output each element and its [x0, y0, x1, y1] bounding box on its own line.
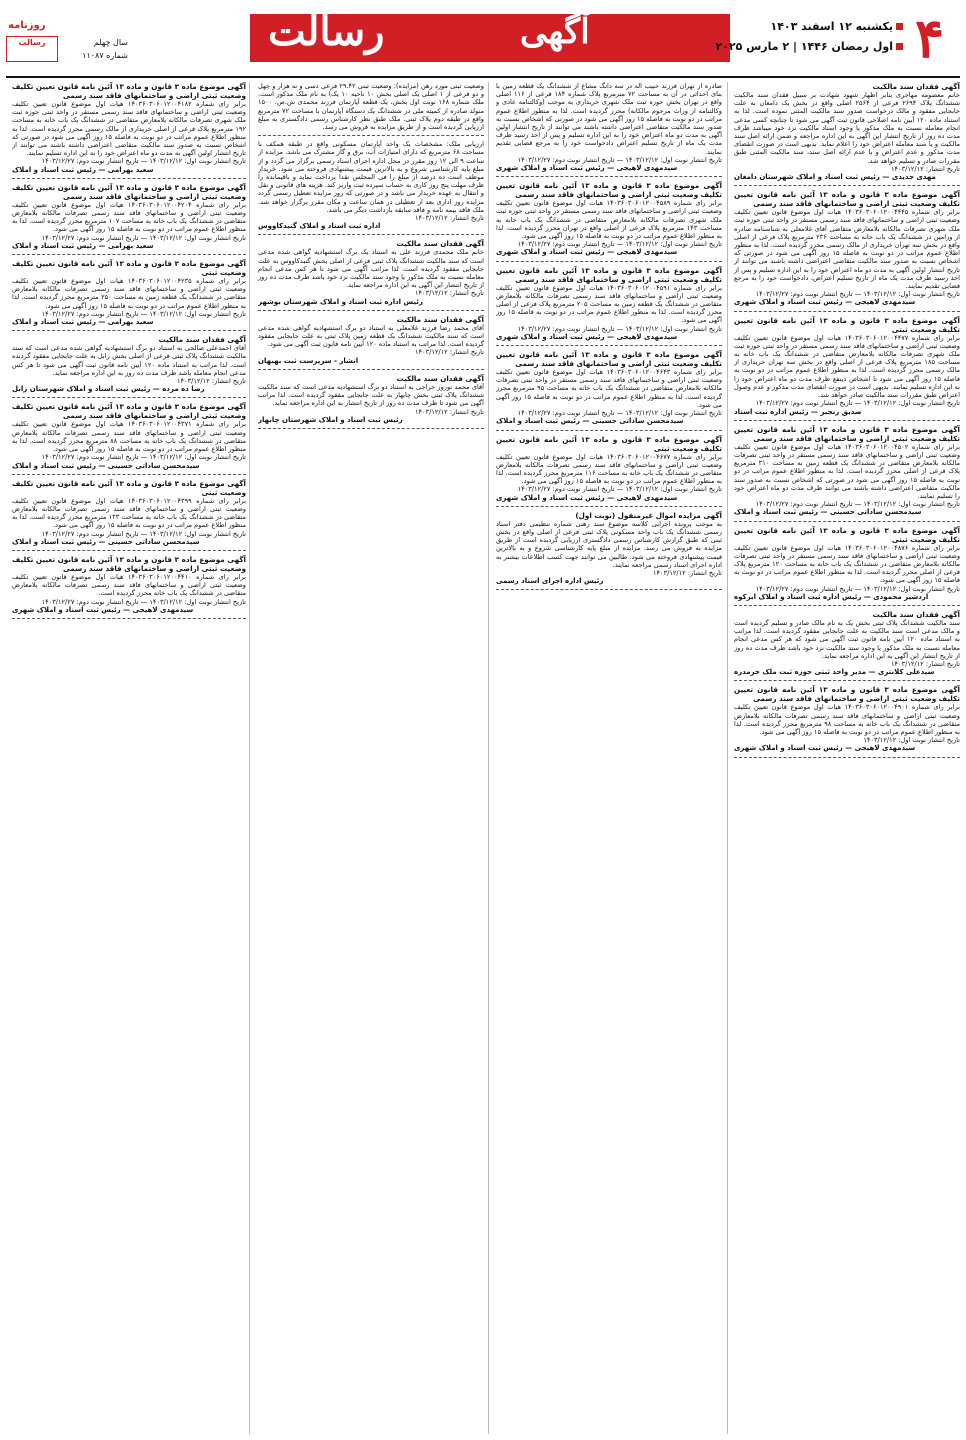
- notice-divider: [496, 506, 722, 507]
- notice-body: برابر رای شماره ۱۴۰۳۶۰۳۰۶۰۱۲۰۰۴۴۷۷ هیات اول موضوع قانون تعیین تکلیف وضعیت ثبتی اراضی و ساختمانهای فاقد سند رسمی مستقر در واحد ثبتی حوزه ثبت ملک شهری تصرفات مالکانه بلامعارض متقاضی در ششدانگ یک باب خانه به مساحت ۱۸۵ مترمربع پلاک فرعی از اصلی واقع در بخش سه تهران خریداری از مالک رسمی محرز گردیده است. لذا به منظور اطلاع عموم مراتب در دو نوبت به فاصله ۱۵ روز آگهی می شود تا اشخاص ذینفع ظرف مدت دو ماه اعتراض خود را به این اداره تسلیم نمایند. بدیهی است در صورت انقضای مدت مذکور و عدم وصول اعتراض طبق مقررات سند مالکیت صادر خواهد شد.: [734, 333, 960, 400]
- bullet-icon: [896, 43, 903, 50]
- legal-notice: [12, 82, 246, 179]
- legal-notice: [258, 82, 484, 136]
- notice-body: خانم ملک محمدی فرزند علی به استناد یک برگ استشهادیه گواهی شده مدعی است که سند مالکیت ششدانگ پلاک ثبتی فرعی از اصلی بخش گنبدکاووس به علت جابجایی مفقود گردیده است. لذا مراتب آگهی می شود تا هر کس مدعی انجام معامله نسبت به ملک مذکور یا وجود سند مالکیت نزد خود باشد ظرف مدت ده روز از تاریخ انتشار این آگهی به این اداره مراجعه نماید.: [258, 248, 484, 290]
- notice-divider: [734, 185, 960, 186]
- notice-body: برابر رای شماره ۱۴۰۳۶۰۳۰۶۰۱۲۰۰۴۶۷۷ هیات اول موضوع قانون تعیین تکلیف وضعیت ثبتی اراضی و ساختمانهای فاقد سند رسمی تصرفات مالکانه بلامعارض متقاضی در ششدانگ یک باب خانه به مساحت ۱۱۶ مترمربع محرز گردیده است. لذا به منظور اطلاع عموم مراتب در دو نوبت به فاصله ۱۵ روز آگهی می شود.: [496, 452, 722, 486]
- notice-date: تاریخ انتشار: ۱۴۰۳/۱۲/۱۲: [890, 659, 960, 668]
- newspaper-logo: رسالت: [6, 36, 58, 62]
- notice-signature: سعید بهرامی — رئیس ثبت اسناد و املاک: [12, 165, 154, 174]
- notice-date: تاریخ انتشار: ۱۴۰۳/۱۲/۱۲: [176, 377, 246, 386]
- notice-signature: سعید بهرامی — رئیس ثبت اسناد و املاک: [12, 318, 154, 327]
- legal-notice: [496, 511, 722, 591]
- notice-signature: مهدی جدیدی — رئیس ثبت اسناد و املاک شهرستان دامغان: [734, 173, 936, 182]
- notice-date: تاریخ انتشار نوبت اول: ۱۴۰۳/۱۲/۱۲ — تاریخ انتشار نوبت دوم: ۱۴۰۳/۱۲/۲۷: [41, 529, 246, 538]
- legal-notice: [12, 402, 246, 474]
- notice-title: آگهی موضوع ماده ۳ قانون و ماده ۱۳ آئین نامه قانون تعیین تکلیف وضعیت ثبتی اراضی و ساختمانهای فاقد سند رسمی: [734, 685, 960, 704]
- notice-title: آگهی موضوع ماده ۳ قانون و ماده ۱۳ آئین نامه قانون تعیین تکلیف وضعیت ثبتی: [12, 478, 246, 497]
- column-2: [496, 82, 722, 1434]
- columns-area: [6, 82, 960, 1434]
- notice-signature: رضا ده مرده — رئیس ثبت اسناد و املاک شهرستان زابل: [12, 385, 205, 394]
- column-4: [12, 82, 246, 1434]
- notice-date: تاریخ انتشار نوبت اول: ۱۴۰۳/۱۲/۱۲ — تاریخ انتشار نوبت دوم: ۱۴۰۳/۱۲/۲۷: [41, 157, 246, 166]
- notice-title: آگهی موضوع ماده ۳ قانون و ماده ۱۳ آئین نامه قانون تعیین تکلیف وضعیت ثبتی اراضی و ساختمانهای فاقد سند رسمی: [12, 554, 246, 573]
- notice-divider: [12, 550, 246, 551]
- notice-signature: سعید بهرامی — رئیس ثبت اسناد و املاک: [12, 241, 154, 250]
- notice-signature: سیدعلی کلانتری — مدیر واحد ثبتی حوزه ثبت ملک خرمدره: [734, 668, 935, 677]
- notice-date: تاریخ انتشار: ۱۴۰۳/۱۲/۱۲: [414, 348, 484, 357]
- page-number: ۴: [915, 6, 945, 70]
- legal-notice: [734, 190, 960, 311]
- notice-date: تاریخ انتشار: ۱۴۰۳/۱۲/۱۲: [414, 214, 484, 223]
- notice-divider: [496, 261, 722, 262]
- notice-signature: سیدمهدی لاهیجی — رئیس ثبت اسناد و املاک شهری: [496, 248, 678, 257]
- notice-body: خانم معصومه مهاجری بنابر اظهار شهود شهادت بر سبیل فقدان سند مالکیت ششدانگ پلاک ۲۶۹۴ فرعی از ۲۵۶۴ اصلی واقع در بخش یک دامغان به علت جابجایی مفقود و مالک درخواست صدور سند مالکیت المثنی نموده است. لذا به استناد ماده ۱۲۰ آیین نامه اصلاحی قانون ثبت آگهی می شود تا چنانچه کسی مدعی انجام معامله نسبت به ملک مذکور یا وجود اسناد مالکیت نزد خود میباشد ظرف مدت ده روز از تاریخ انتشار این آگهی به این اداره مراجعه و ضمن ارائه اصل سند مالکیت و یا سند معامله اعتراض خود را اعلام نماید. بدیهی است در صورت انقضای مدت مذکور و عدم اعتراض و یا عدم ارائه اصل سند، سند مالکیت المثنی طبق مقررات صادر و تسلیم خواهد شد.: [734, 91, 960, 165]
- notice-date: تاریخ انتشار: ۱۴۰۳/۱۲/۱۲: [652, 568, 722, 577]
- notice-title: آگهی موضوع ماده ۳ قانون و ماده ۱۳ آئین نامه قانون تعیین تکلیف وضعیت ثبتی اراضی و ساختمانهای فاقد سند رسمی: [12, 82, 246, 100]
- notice-date: تاریخ انتشار نوبت اول: ۱۴۰۳/۱۲/۱۲ — تاریخ انتشار نوبت دوم: ۱۴۰۳/۱۲/۲۷: [517, 155, 722, 164]
- notice-title: آگهی فقدان سند مالکیت: [396, 373, 484, 383]
- notice-date: تاریخ انتشار نوبت اول: ۱۴۰۳/۱۲/۱۲ — تاریخ انتشار نوبت دوم: ۱۴۰۳/۱۲/۲۷: [41, 597, 246, 606]
- notice-title: آگهی فقدان سند مالکیت: [872, 82, 960, 91]
- notice-divider: [496, 589, 722, 590]
- notice-divider: [734, 680, 960, 681]
- newspaper-name: رسالت: [268, 8, 385, 55]
- section-title: آگهی: [520, 12, 590, 52]
- legal-notice: [12, 259, 246, 331]
- legal-notice: [12, 479, 246, 551]
- notice-body: ارزیابی ملک: مشخصات یک واحد آپارتمان مسکونی واقع در طبقه همکف با مساحت ۶۸ مترمربع که دارای امتیازات آب، برق و گاز مشترک می باشد. مزایده از ساعت ۹ الی ۱۲ روز مقرر در محل اداره اجرای اسناد رسمی برگزار می گردد و از مبلغ پایه کارشناسی شروع و به بالاترین قیمت پیشنهادی فروخته می شود. خریدار موظف است ده درصد از مبلغ را فی المجلس نقدا پرداخت نماید و باقیمانده را ظرف مهلت پنج روز کاری به حساب سپرده ثبت واریز کند. هزینه های قانونی و نقل و انتقال به عهده خریدار می باشد و در صورتی که روز مزایده تعطیل رسمی گردد مزایده روز اداری بعد از تعطیلی در همان ساعت و مکان مقرر برگزار خواهد شد. ملک فاقد بیمه نامه و فاقد سابقه بازداشت دیگر می باشد.: [258, 140, 484, 214]
- notice-signature: سیدمهدی لاهیجی — رئیس ثبت اسناد و املاک شهری: [734, 298, 916, 307]
- notice-body: صادره از تهران فرزند حبیب اله در سه دانگ مشاع از ششدانگ یک قطعه زمین با بنای احداثی در آن به مساحت ۷۲ مترمربع پلاک شماره ۱۸۴ فرعی از ۱۱۶ اصلی واقع در تهران بخش حوزه ثبت ملک شهری خریداری به موجب (وکالتنامه عادی و وکالتنامه از وراث مرحوم مالکانه) محرز گردیده است. لذا به منظور اطلاع عموم مراتب در دو نوبت به فاصله ۱۵ روز آگهی می شود در صورتی که اشخاص نسبت به صدور سند مالکیت متقاضی اعتراضی داشته باشند می توانند از تاریخ انتشار اولین آگهی به مدت دو ماه اعتراض خود را به این اداره تسلیم و پس از اخذ رسید ظرف مدت یک ماه از تاریخ تسلیم اعتراض دادخواست خود را به مرجع قضایی تقدیم نمایند.: [496, 82, 722, 156]
- notice-title: آگهی فقدان سند مالکیت: [396, 314, 484, 324]
- legal-notice: [258, 239, 484, 310]
- notice-divider: [734, 757, 960, 758]
- legal-notice: [734, 316, 960, 421]
- notice-signature: اردشیر محمودی — رئیس اداره ثبت اسناد و املاک ابرکوه: [734, 592, 929, 601]
- legal-notice: [734, 425, 960, 522]
- legal-notice: [734, 526, 960, 606]
- notice-divider: [734, 420, 960, 421]
- legal-notice: [496, 82, 722, 177]
- logo-top-text: روزنامه: [8, 20, 46, 31]
- legal-notice: [496, 350, 722, 430]
- notice-body: برابر رای شماره ۱۴۰۳۶۰۳۰۶۰۱۲۰۰۴۹۰۱ هیات اول موضوع قانون تعیین تکلیف وضعیت ثبتی اراضی و ساختمانهای فاقد سند رسمی تصرفات مالکانه بلامعارض متقاضی در ششدانگ یک باب خانه به مساحت ۹۸ مترمربع محرز گردیده است. لذا به منظور اطلاع عموم مراتب در دو نوبت به فاصله ۱۵ روز آگهی می شود.: [734, 703, 960, 736]
- notice-title: آگهی موضوع ماده ۳ قانون و ماده ۱۳ آئین نامه قانون تعیین تکلیف وضعیت ثبتی: [12, 259, 246, 278]
- notice-divider: [258, 369, 484, 370]
- notice-divider: [258, 135, 484, 136]
- notice-signature: سیدمهدی لاهیجی — رئیس ثبت اسناد و املاک شهری: [496, 332, 678, 341]
- notice-divider: [258, 310, 484, 311]
- legal-notice: [734, 82, 960, 186]
- notice-title: آگهی موضوع ماده ۳ قانون و ماده ۱۳ آئین نامه قانون تعیین تکلیف وضعیت ثبتی اراضی و ساختمانهای فاقد سند رسمی: [496, 350, 722, 369]
- notice-date: تاریخ انتشار نوبت اول: ۱۴۰۳/۱۲/۱۲ — تاریخ انتشار نوبت دوم: ۱۴۰۳/۱۲/۲۷: [755, 584, 960, 593]
- notice-body: برابر رای شماره ۱۴۰۳۶۰۳۰۶۰۱۲۰۰۴۵۹۱ هیات اول موضوع قانون تعیین تکلیف وضعیت ثبتی اراضی و ساختمانهای فاقد سند رسمی تصرفات مالکانه بلامعارض متقاضی در ششدانگ یک قطعه زمین به مساحت ۲۰۵ مترمربع پلاک فرعی از اصلی محرز گردیده است. لذا به منظور اطلاع عموم مراتب در دو نوبت به فاصله ۱۵ روز آگهی می شود.: [496, 283, 722, 325]
- issue-number: شماره ۱۱۰۸۷: [82, 51, 128, 60]
- notice-signature: سیدمهدی لاهیجی — رئیس ثبت اسناد و املاک شهری: [12, 605, 194, 614]
- notice-title: آگهی فقدان سند مالکیت: [158, 335, 246, 345]
- legal-notice: [12, 183, 246, 255]
- notice-body: برابر رای شماره ۱۴۰۳۶۰۳۰۶۰۱۲۰۰۴۵۰۲ هیات اول موضوع قانون تعیین تکلیف وضعیت ثبتی اراضی و ساختمانهای فاقد سند رسمی مستقر در واحد ثبتی تصرفات مالکانه بلامعارض متقاضی در ششدانگ یک قطعه زمین به مساحت ۳۱۰ مترمربع پلاک فرعی از اصلی محرز گردیده است. لذا به منظور اطلاع عموم مراتب در دو نوبت به فاصله ۱۵ روز آگهی می شود در صورتی که اشخاص نسبت به صدور سند مالکیت متقاضی اعتراضی داشته باشند می توانند ظرف مدت دو ماه اعتراض خود را تسلیم نمایند.: [734, 442, 960, 500]
- legal-notice: [258, 374, 484, 429]
- notice-title: آگهی فقدان سند مالکیت: [396, 239, 484, 249]
- masthead-rule: [6, 76, 960, 78]
- notice-title: آگهی موضوع ماده ۳ قانون و ماده ۱۳ آئین نامه قانون تعیین تکلیف وضعیت ثبتی اراضی و ساختمانهای فاقد سند رسمی: [12, 402, 246, 421]
- notice-signature: صدیق رنجبر — رئیس اداره ثبت اسناد: [734, 407, 862, 416]
- notice-divider: [496, 345, 722, 346]
- notice-divider: [12, 254, 246, 255]
- notice-title: آگهی موضوع ماده ۳ قانون و ماده ۱۳ آئین نامه قانون تعیین تکلیف وضعیت ثبتی اراضی و ساختمانهای فاقد سند رسمی: [734, 190, 960, 209]
- notice-signature: اداره ثبت اسناد و املاک گنبدکاووس: [258, 222, 381, 231]
- notice-divider: [258, 428, 484, 429]
- notice-body: برابر رای شماره ۱۴۰۳۶۰۳۰۶۰۱۲۰۰۴۸۷۶ هیات اول موضوع قانون تعیین تکلیف وضعیت ثبتی اراضی و ساختمانهای فاقد سند رسمی مستقر در واحد ثبتی تصرفات مالکانه بلامعارض متقاضی در ششدانگ یک باب خانه به مساحت ۱۲۰ مترمربع پلاک فرعی از اصلی محرز گردیده است. لذا به منظور اطلاع عموم مراتب در دو نوبت به فاصله ۱۵ روز آگهی می شود.: [734, 543, 960, 585]
- notice-date: تاریخ انتشار نوبت اول: ۱۴۰۳/۱۲/۱۲ — تاریخ انتشار نوبت دوم: ۱۴۰۳/۱۲/۲۷: [755, 290, 960, 299]
- notice-body: به موجب پرونده اجرایی کلاسه موضوع سند رهنی شماره تنظیمی دفتر اسناد رسمی ششدانگ یک باب واحد مسکونی پلاک ثبتی فرعی از اصلی واقع در بخش ثبتی که طبق گزارش کارشناس رسمی دادگستری ارزیابی گردیده است از طریق مزایده به فروش می رسد. مزایده از مبلغ پایه کارشناسی شروع و به بالاترین قیمت پیشنهادی فروخته می شود. طالبین می توانند جهت کسب اطلاعات بیشتر به اداره اجرای اسناد رسمی مراجعه نمایند.: [496, 519, 722, 569]
- legal-notice: [734, 610, 960, 681]
- notice-divider: [734, 311, 960, 312]
- notice-body: برابر رای شماره ۱۴۰۳۶۰۳۰۶۰۱۲۰۰۴۳۹۹ هیات اول موضوع قانون تعیین تکلیف وضعیت ثبتی اراضی و ساختمانهای فاقد سند رسمی تصرفات مالکانه بلامعارض متقاضی در ششدانگ یک باب خانه به مساحت ۱۳۳ مترمربع محرز گردیده است. لذا به منظور اطلاع عموم مراتب در دو نوبت به فاصله ۱۵ روز آگهی می شود.: [12, 496, 246, 530]
- notice-date: تاریخ انتشار نوبت اول: ۱۴۰۳/۱۲/۱۲ — تاریخ انتشار نوبت دوم: ۱۴۰۳/۱۲/۲۷: [755, 500, 960, 509]
- notice-divider: [12, 330, 246, 331]
- notice-body: برابر رای شماره ۱۴۰۳۶۰۳۰۶۰۱۲۰۰۴۱۸۲ هیات اول موضوع قانون تعیین تکلیف وضعیت ثبتی اراضی و ساختمانهای فاقد سند رسمی مستقر در واحد ثبتی حوزه ثبت ملک شهری تصرفات مالکانه بلامعارض متقاضی در ششدانگ یک باب خانه به مساحت ۱۹۲ مترمربع پلاک فرعی از اصلی خریداری از مالک رسمی محرز گردیده است. لذا به منظور اطلاع عموم مراتب در دو نوبت به فاصله ۱۵ روز آگهی می شود در صورتی که اشخاص نسبت به صدور سند مالکیت متقاضی اعتراضی داشته باشند می توانند از تاریخ انتشار اولین آگهی به مدت دو ماه اعتراض خود را به این اداره تسلیم نمایند.: [12, 100, 246, 158]
- notice-date: تاریخ انتشار: ۱۴۰۳/۱۲/۱۲: [414, 289, 484, 298]
- notice-date: تاریخ انتشار نوبت اول: ۱۴۰۳/۱۲/۱۲ — تاریخ انتشار نوبت دوم: ۱۴۰۳/۱۲/۲۷: [517, 324, 722, 333]
- notice-body: آقای محمد نوروز خراجی به استناد دو برگ استشهادیه مدعی است که سند مالکیت ششدانگ پلاک ثبتی بخش چابهار به علت جابجایی مفقود گردیده است. لذا مراتب آگهی می شود تا ظرف مدت ده روز از تاریخ انتشار به این اداره مراجعه نماید.: [258, 382, 484, 408]
- notice-signature: سیدمحسن ساداتی حسینی — رئیس ثبت اسناد و املاک: [496, 417, 684, 426]
- notice-divider: [734, 605, 960, 606]
- notice-date: تاریخ انتشار نوبت اول: ۱۴۰۳/۱۲/۱۲ — تاریخ انتشار نوبت دوم: ۱۴۰۳/۱۲/۲۷: [755, 399, 960, 408]
- notice-title: آگهی فقدان سند مالکیت: [872, 609, 960, 619]
- notice-body: آقای احمدعلی صالحی به استناد دو برگ استشهادیه گواهی شده مدعی است که سند مالکیت ششدانگ پلاک ثبتی فرعی از اصلی بخش زابل به علت جابجایی مفقود گردیده است. لذا مراتب به استناد ماده ۱۲۰ آیین نامه قانون ثبت آگهی می شود تا هر کس مدعی انجام معامله باشد ظرف مدت ده روز به این اداره مراجعه نماید.: [12, 344, 246, 377]
- notice-signature: سیدمحسن ساداتی حسینی — رئیس ثبت اسناد و املاک: [12, 537, 200, 546]
- notice-body: برابر رای شماره ۱۴۰۳۶۰۳۰۶۰۱۲۰۰۴۳۷۱ هیات اول موضوع قانون تعیین تکلیف وضعیت ثبتی اراضی و ساختمانهای فاقد سند رسمی تصرفات مالکانه بلامعارض متقاضی در ششدانگ یک باب خانه به مساحت ۸۸ مترمربع محرز گردیده است. لذا به منظور اطلاع عموم مراتب در دو نوبت به فاصله ۱۵ روز آگهی می شود.: [12, 420, 246, 454]
- masthead: [0, 0, 966, 80]
- date-line-2: اول رمضان ۱۴۴۶ | ۲ مارس ۲۰۲۵: [715, 40, 906, 53]
- notice-date: تاریخ انتشار نوبت اول: ۱۴۰۳/۱۲/۱۲: [863, 736, 960, 745]
- bullet-icon: [896, 23, 903, 30]
- notice-title: آگهی موضوع ماده ۳ قانون و ماده ۱۳ آئین نامه قانون تعیین تکلیف وضعیت ثبتی اراضی و ساختمانهای فاقد سند رسمی: [496, 265, 722, 284]
- notice-divider: [258, 234, 484, 235]
- notice-title: آگهی مزایده اموال غیرمنقول (نوبت اول): [575, 510, 722, 520]
- date-line-1: یکشنبه ۱۲ اسفند ۱۴۰۳: [770, 20, 906, 33]
- notice-body: برابر رای شماره ۱۴۰۳۶۰۳۰۶۰۱۲۰۰۴۵۸۹ هیات اول موضوع قانون تعیین تکلیف وضعیت ثبتی اراضی و ساختمانهای فاقد سند رسمی مستقر در واحد ثبتی حوزه ثبت ملک شهری تصرفات مالکانه بلامعارض متقاضی در ششدانگ یک باب خانه به مساحت ۱۴۳ مترمربع پلاک فرعی از اصلی واقع در تهران محرز گردیده است. لذا به منظور اطلاع عموم مراتب در دو نوبت به فاصله ۱۵ روز آگهی می شود.: [496, 199, 722, 241]
- notice-signature: سیدمحسن ساداتی حسینی — رئیس ثبت اسناد و املاک: [12, 461, 200, 470]
- notice-body: آقای محمد رضا فرزند غلامعلی به استناد دو برگ استشهادیه گواهی شده مدعی است که سند مالکیت ششدانگ یک قطعه زمین پلاک ثبتی به علت جابجایی مفقود گردیده است. لذا مراتب به استناد ماده ۱۲۰ آیین نامه قانون ثبت آگهی می شود.: [258, 323, 484, 349]
- notice-divider: [12, 178, 246, 179]
- notice-body: برابر رای شماره ۱۴۰۳۶۰۳۰۶۰۱۲۰۰۴۲۳۵ هیات اول موضوع قانون تعیین تکلیف وضعیت ثبتی اراضی و ساختمانهای فاقد سند رسمی تصرفات مالکانه بلامعارض متقاضی در ششدانگ یک قطعه زمین به مساحت ۲۵۰ مترمربع محرز گردیده است. لذا به منظور اطلاع عموم مراتب در دو نوبت به فاصله ۱۵ روز آگهی می شود.: [12, 277, 246, 310]
- notice-signature: رئیس اداره ثبت اسناد و املاک شهرستان بوشهر: [258, 297, 423, 306]
- column-1: [734, 82, 960, 1434]
- notice-date: تاریخ انتشار نوبت اول: ۱۴۰۳/۱۲/۱۲ — تاریخ انتشار نوبت دوم: ۱۴۰۳/۱۲/۲۷: [517, 485, 722, 494]
- notice-title: آگهی موضوع ماده ۳ قانون و ماده ۱۳ آئین نامه قانون تعیین تکلیف وضعیت ثبتی: [734, 525, 960, 544]
- legal-notice: [734, 685, 960, 757]
- notice-divider: [12, 618, 246, 619]
- notice-divider: [734, 521, 960, 522]
- notice-body: برابر رای شماره ۱۴۰۳۶۰۳۰۶۰۱۲۰۰۴۴۴۵ هیات اول موضوع قانون تعیین تکلیف وضعیت ثبتی اراضی و ساختمانهای فاقد سند رسمی مستقر در واحد ثبتی حوزه ثبت ملک شهری تصرفات مالکانه بلامعارض متقاضی آقای غلامعلی به شناسنامه صادره از ورامین در ششدانگ یک باب خانه به مساحت ۲۳۶ مترمربع پلاک فرعی از اصلی واقع در بخش سه تهران خریداری از مالک رسمی محرز گردیده است. لذا به منظور اطلاع عموم مراتب در دو نوبت به فاصله ۱۵ روز آگهی می شود در صورتی که اشخاص نسبت به صدور سند مالکیت متقاضی اعتراضی داشته باشند می توانند از تاریخ انتشار اولین آگهی به مدت دو ماه اعتراض خود را به این اداره تسلیم و پس از اخذ رسید ظرف مدت یک ماه از تاریخ تسلیم اعتراض، دادخواست خود را به مرجع قضایی تقدیم نمایند.: [734, 208, 960, 291]
- year-label: سال چهلم: [93, 38, 128, 47]
- column-3: [258, 82, 484, 1434]
- legal-notice: [496, 435, 722, 507]
- notice-date: تاریخ انتشار: ۱۴۰۳/۱۲/۱۲: [890, 164, 960, 173]
- notice-date: تاریخ انتشار نوبت اول: ۱۴۰۳/۱۲/۱۲ — تاریخ انتشار نوبت دوم: ۱۴۰۳/۱۲/۲۷: [41, 453, 246, 462]
- notice-date: تاریخ انتشار نوبت اول: ۱۴۰۳/۱۲/۱۲ — تاریخ انتشار نوبت دوم: ۱۴۰۳/۱۲/۲۷: [41, 233, 246, 242]
- notice-signature: سیدمهدی لاهیجی — رئیس ثبت اسناد و املاک شهری: [734, 744, 916, 753]
- notice-title: آگهی موضوع ماده ۳ قانون و ماده ۱۳ آئین نامه قانون تعیین تکلیف وضعیت ثبتی: [496, 434, 722, 453]
- notice-signature: رئیس ثبت اسناد و املاک شهرستان چابهار: [258, 415, 403, 424]
- legal-notice: [258, 140, 484, 235]
- notice-body: برابر رای شماره ۱۴۰۳۶۰۳۰۶۰۱۲۰۰۴۲۰۴ هیات اول موضوع قانون تعیین تکلیف وضعیت ثبتی اراضی و ساختمانهای فاقد سند رسمی تصرفات مالکانه بلامعارض متقاضی در ششدانگ یک باب خانه به مساحت ۱۰۷ مترمربع محرز گردیده است. لذا به منظور اطلاع عموم مراتب در دو نوبت به فاصله ۱۵ روز آگهی می شود.: [12, 200, 246, 234]
- notice-title: آگهی موضوع ماده ۳ قانون و ماده ۱۳ آئین نامه قانون تعیین تکلیف وضعیت ثبتی اراضی و ساختمانهای فاقد سند رسمی: [734, 424, 960, 443]
- notice-title: آگهی موضوع ماده ۳ قانون و ماده ۱۳ آئین نامه قانون تعیین تکلیف وضعیت ثبتی اراضی و ساختمانهای فاقد سند رسمی: [12, 182, 246, 201]
- legal-notice: [496, 181, 722, 261]
- legal-notice: [12, 335, 246, 398]
- notice-title: آگهی موضوع ماده ۳ قانون و ماده ۱۳ آئین نامه قانون تعیین تکلیف وضعیت ثبتی اراضی و ساختمانهای فاقد سند رسمی: [496, 181, 722, 200]
- notice-divider: [12, 474, 246, 475]
- notice-signature: سیدمحسن ساداتی حسینی — رئیس ثبت اسناد و املاک: [734, 508, 922, 517]
- notice-signature: سیدمهدی لاهیجی — رئیس ثبت اسناد و املاک شهری: [496, 493, 678, 502]
- notice-divider: [12, 397, 246, 398]
- notice-date: تاریخ انتشار نوبت اول: ۱۴۰۳/۱۲/۱۲ — تاریخ انتشار نوبت دوم: ۱۴۰۳/۱۲/۲۷: [41, 309, 246, 318]
- notice-signature: انشار - سرپرست ثبت بهبهان: [258, 356, 359, 365]
- notice-signature: رئیس اداره اجرای اسناد رسمی: [496, 577, 604, 586]
- legal-notice: [12, 555, 246, 619]
- notice-title: آگهی موضوع ماده ۳ قانون و ماده ۱۳ آئین نامه قانون تعیین تکلیف وضعیت ثبتی: [734, 315, 960, 334]
- notice-date: تاریخ انتشار: ۱۴۰۳/۱۲/۱۲: [414, 407, 484, 416]
- legal-notice: [258, 315, 484, 370]
- notice-body: سند مالکیت ششدانگ پلاک ثبتی بخش یک به نام مالک صادر و تسلیم گردیده است و مالک مدعی است سند مالکیت به علت جابجایی مفقود گردیده است. لذا مراتب به استناد ماده ۱۲۰ آیین نامه قانون ثبت آگهی می شود که هر کس مدعی انجام معامله نسبت به ملک مذکور یا وجود سند مالکیت نزد خود باشد ظرف مدت ده روز از تاریخ انتشار این آگهی به این اداره مراجعه نماید.: [734, 618, 960, 660]
- notice-body: برابر رای شماره ۱۴۰۳۶۰۳۰۶۰۱۲۰۰۴۶۴۳ هیات اول موضوع قانون تعیین تکلیف وضعیت ثبتی اراضی و ساختمانهای فاقد سند رسمی مستقر در واحد ثبتی تصرفات مالکانه بلامعارض متقاضی در ششدانگ یک باب خانه به مساحت ۹۵ مترمربع محرز گردیده است. لذا به منظور اطلاع عموم مراتب در دو نوبت به فاصله ۱۵ روز آگهی می شود.: [496, 368, 722, 409]
- notice-date: تاریخ انتشار نوبت اول: ۱۴۰۳/۱۲/۱۲ — تاریخ انتشار نوبت دوم: ۱۴۰۳/۱۲/۲۷: [517, 409, 722, 418]
- notice-date: تاریخ انتشار نوبت اول: ۱۴۰۳/۱۲/۱۲ — تاریخ انتشار نوبت دوم: ۱۴۰۳/۱۲/۲۷: [517, 240, 722, 249]
- issue-info: [64, 36, 128, 62]
- notice-signature: سیدمهدی لاهیجی — رئیس ثبت اسناد و املاک شهری: [496, 164, 678, 173]
- legal-notice: [496, 266, 722, 346]
- notice-divider: [496, 430, 722, 431]
- notice-divider: [496, 176, 722, 177]
- notice-body: برابر رای شماره ۱۴۰۳۶۰۳۰۶۰۱۲۰۰۴۴۱۰ هیات اول موضوع قانون تعیین تکلیف وضعیت ثبتی اراضی و ساختمانهای فاقد سند رسمی تصرفات مالکانه بلامعارض متقاضی در ششدانگ یک باب خانه محرز گردیده است.: [12, 572, 246, 598]
- notice-body: وضعیت ثبتی مورد رهن (مزایده): وضعیت ثبتی ۲۹.۴۲ فرعی دسی و نه هزار و چهل و دو فرعی از ۱ اصلی یک اصلی بخش ۱۰ ناحیه ۱۰ یک) به نام ملک مذکور است. ملک شماره ۱۶۸ نوبت اول بخش، یک قطعه آپارتمان فرزند محمدی ش.ص. ۱۵۰۰ متولد صادره از کمیته ملی در ششدانگ یک دستگاه آپارتمان با مساحت ۷۲ مترمربع واقع در طبقه دوم پلاک ثبتی. ملک طبق نظر کارشناس رسمی دادگستری به مبلغ ارزیابی گردیده است و از طریق مزایده به فروش می رسد.: [258, 82, 484, 132]
